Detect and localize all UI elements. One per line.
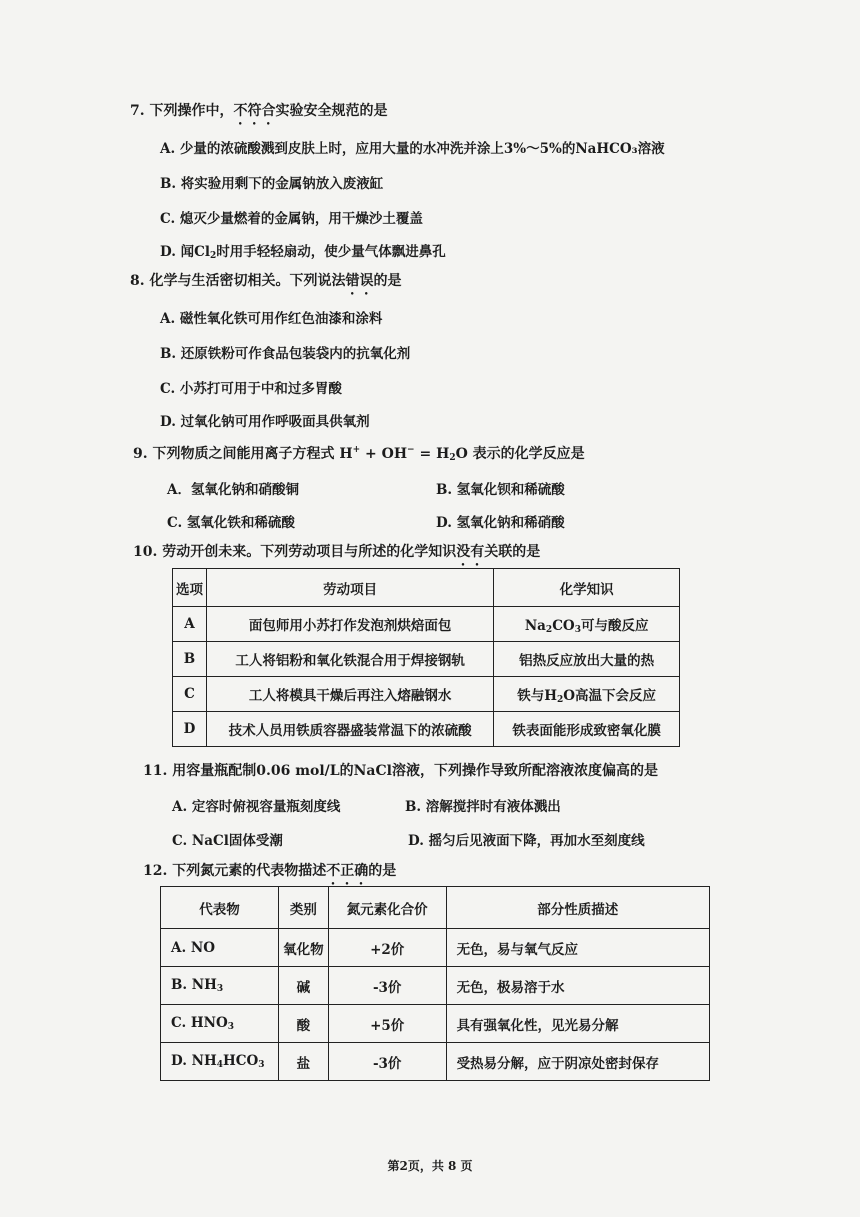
row-item: 工人将模具干燥后再注入熔融钢水 — [206, 677, 493, 712]
row-valence: +5价 — [328, 1005, 446, 1043]
q12-header-valence: 氮元素化合价 — [328, 887, 446, 929]
q8-option-a: A. 磁性氧化铁可用作红色油漆和涂料 — [160, 311, 383, 327]
q8-stem: 8. 化学与生活密切相关。下列说法错误的是 — [130, 273, 402, 289]
q11-option-c: C. NaCl固体受潮 — [172, 833, 283, 849]
row-valence: -3价 — [328, 967, 446, 1005]
row-category: 氧化物 — [278, 929, 328, 967]
row-representative: B. $NH_3$ — [161, 967, 279, 1005]
q11-stem: 11. 用容量瓶配制0.06 mol/L的NaCl溶液，下列操作导致所配溶液浓度偏高的是 — [143, 763, 658, 779]
row-knowledge: 铝热反应放出大量的热 — [494, 642, 680, 677]
row-option: A — [173, 607, 207, 642]
q12-stem: 12. 下列氮元素的代表物描述不正确的是 — [143, 863, 397, 879]
row-description: 受热易分解，应于阴凉处密封保存 — [446, 1043, 709, 1081]
table-row — [161, 1005, 710, 1043]
row-description: 无色，易与氧气反应 — [446, 929, 709, 967]
q11-option-d: D. 摇匀后见液面下降，再加水至刻度线 — [408, 833, 645, 849]
q12-header-rep: 代表物 — [161, 887, 279, 929]
q7-option-c: C. 熄灭少量燃着的金属钠，用干燥沙土覆盖 — [160, 211, 423, 227]
row-description: 具有强氧化性，见光易分解 — [446, 1005, 709, 1043]
row-knowledge: 铁与$H_2O$高温下会反应 — [494, 677, 680, 712]
q9-option-c: C. 氢氧化铁和稀硫酸 — [167, 515, 295, 531]
q10-table-header — [173, 569, 680, 607]
row-description: 无色，极易溶于水 — [446, 967, 709, 1005]
row-category: 碱 — [278, 967, 328, 1005]
page-footer: 第2页，共 8 页 — [387, 1159, 473, 1173]
row-knowledge: 铁表面能形成致密氧化膜 — [494, 712, 680, 747]
row-item: 工人将铝粉和氧化铁混合用于焊接钢轨 — [206, 642, 493, 677]
q10-table — [172, 568, 680, 747]
q10-header-knowledge: 化学知识 — [494, 569, 680, 607]
q9-option-b: B. 氢氧化钡和稀硫酸 — [436, 482, 565, 498]
row-item: 面包师用小苏打作发泡剂烘焙面包 — [206, 607, 493, 642]
row-representative: C. $HNO_3$ — [161, 1005, 279, 1043]
row-representative: D. $NH_4HCO_3$ — [161, 1043, 279, 1081]
q7-option-a: A. 少量的浓硫酸溅到皮肤上时，应用大量的水冲洗并涂上3%～5%的NaHCO₃溶液 — [160, 141, 665, 157]
q9-stem: 9. 下列物质之间能用离子方程式 $H^+ + OH^- = H_2O$ 表示的化学反应是 — [133, 445, 585, 463]
row-category: 盐 — [278, 1043, 328, 1081]
q9-option-d: D. 氢氧化钠和稀硝酸 — [436, 515, 565, 531]
table-row — [161, 967, 710, 1005]
row-representative: A. NO — [161, 929, 279, 967]
q7-option-b: B. 将实验用剩下的金属钠放入废液缸 — [160, 176, 384, 192]
row-item: 技术人员用铁质容器盛装常温下的浓硫酸 — [206, 712, 493, 747]
table-row — [173, 677, 680, 712]
table-row — [161, 929, 710, 967]
row-valence: +2价 — [328, 929, 446, 967]
row-valence: -3价 — [328, 1043, 446, 1081]
table-row — [173, 642, 680, 677]
q10-header-item: 劳动项目 — [206, 569, 493, 607]
q11-option-b: B. 溶解搅拌时有液体溅出 — [405, 799, 561, 815]
row-category: 酸 — [278, 1005, 328, 1043]
q8-option-d: D. 过氧化钠可用作呼吸面具供氧剂 — [160, 414, 370, 430]
row-option: D — [173, 712, 207, 747]
table-row — [173, 607, 680, 642]
q9-option-a: A．氢氧化钠和硝酸铜 — [167, 482, 299, 498]
table-row — [173, 712, 680, 747]
q8-option-b: B. 还原铁粉可作食品包装袋内的抗氧化剂 — [160, 346, 411, 362]
q8-option-c: C. 小苏打可用于中和过多胃酸 — [160, 381, 342, 397]
q12-header-properties: 部分性质描述 — [446, 887, 709, 929]
q12-table-header — [161, 887, 710, 929]
q12-header-category: 类别 — [278, 887, 328, 929]
q7-option-d: D. 闻$Cl_2$时用手轻轻扇动，使少量气体飘进鼻孔 — [160, 244, 446, 261]
q12-table — [160, 886, 710, 1081]
row-knowledge: $Na_2CO_3$可与酸反应 — [494, 607, 680, 642]
table-row — [161, 1043, 710, 1081]
q10-stem: 10. 劳动开创未来。下列劳动项目与所述的化学知识没有关联的是 — [133, 544, 541, 560]
row-option: B — [173, 642, 207, 677]
q11-option-a: A. 定容时俯视容量瓶刻度线 — [172, 799, 341, 815]
q7-stem: 7. 下列操作中，不符合实验安全规范的是 — [130, 103, 388, 119]
q10-header-option: 选项 — [173, 569, 207, 607]
row-option: C — [173, 677, 207, 712]
